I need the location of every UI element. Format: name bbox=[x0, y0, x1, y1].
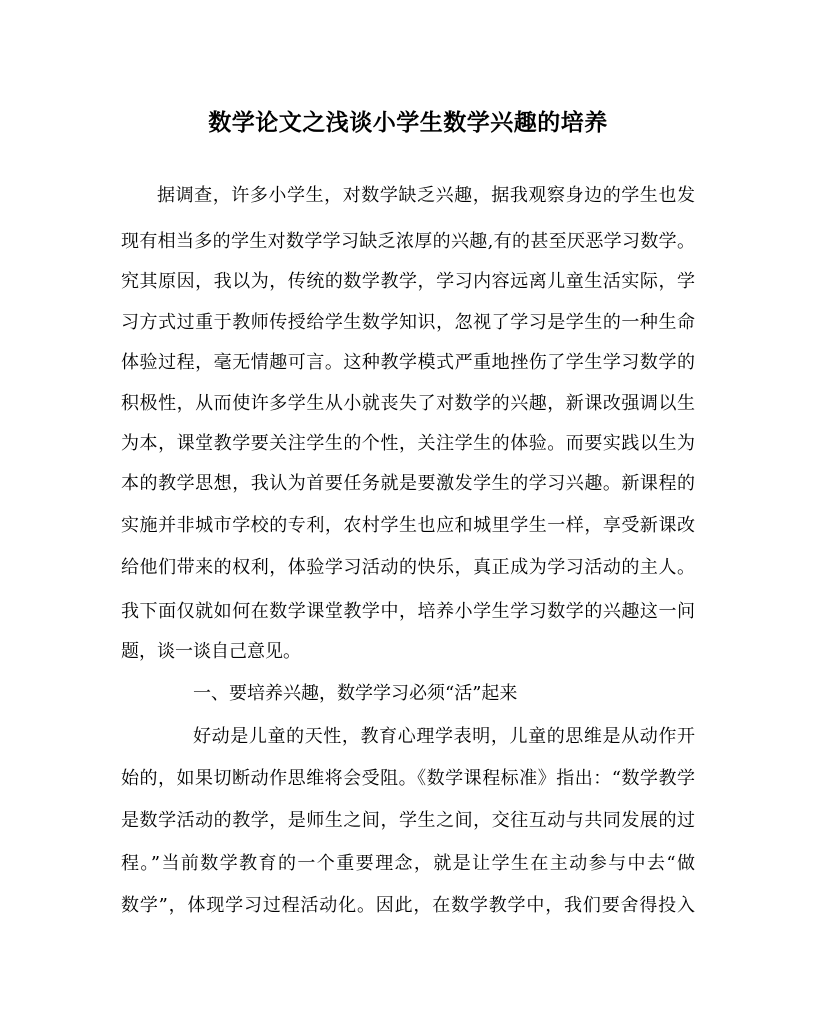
paragraph-line: 题，谈一谈自己意见。 bbox=[121, 641, 301, 662]
paragraph-line: 积极性，从而使许多学生从小就丧失了对数学的兴趣，新课改强调以生 bbox=[121, 393, 695, 414]
paragraph-line: 体验过程，毫无情趣可言。这种教学模式严重地挫伤了学生学习数学的 bbox=[121, 352, 695, 373]
paragraph-line: 为本，课堂教学要关注学生的个性，关注学生的体验。而要实践以生为 bbox=[121, 433, 695, 454]
paragraph-line: 给他们带来的权利，体验学习活动的快乐，真正成为学习活动的主人。 bbox=[121, 557, 695, 578]
paragraph-line: 习方式过重于教师传授给学生数学知识，忽视了学习是学生的一种生命 bbox=[121, 312, 695, 333]
paragraph-line: 据调查，许多小学生，对数学缺乏兴趣，据我观察身边的学生也发 bbox=[157, 185, 695, 206]
paragraph-line: 数学”，体现学习过程活动化。因此，在数学教学中，我们要舍得投入 bbox=[121, 895, 695, 916]
paragraph-line: 现有相当多的学生对数学学习缺乏浓厚的兴趣,有的甚至厌恶学习数学。 bbox=[121, 231, 695, 252]
paragraph-line: 究其原因，我以为，传统的数学教学，学习内容远离儿童生活实际，学 bbox=[121, 271, 695, 292]
paragraph-line: 是数学活动的教学，是师生之间，学生之间，交往互动与共同发展的过 bbox=[121, 810, 695, 831]
paragraph-line: 始的，如果切断动作思维将会受阻。《数学课程标准》指出：“数学教学 bbox=[121, 768, 695, 789]
section-heading: 一、要培养兴趣，数学学习必须“活”起来 bbox=[193, 683, 518, 704]
paragraph-line: 程。”当前数学教育的一个重要理念，就是让学生在主动参与中去“做 bbox=[121, 853, 695, 874]
document-title: 数学论文之浅谈小学生数学兴趣的培养 bbox=[208, 109, 608, 136]
paragraph-line: 我下面仅就如何在数学课堂教学中，培养小学生学习数学的兴趣这一问 bbox=[121, 601, 695, 622]
paragraph-line: 实施并非城市学校的专利，农村学生也应和城里学生一样，享受新课改 bbox=[121, 515, 695, 536]
paragraph-line: 好动是儿童的天性，教育心理学表明，儿童的思维是从动作开 bbox=[193, 726, 695, 747]
paragraph-line: 本的教学思想，我认为首要任务就是要激发学生的学习兴趣。新课程的 bbox=[121, 473, 695, 494]
